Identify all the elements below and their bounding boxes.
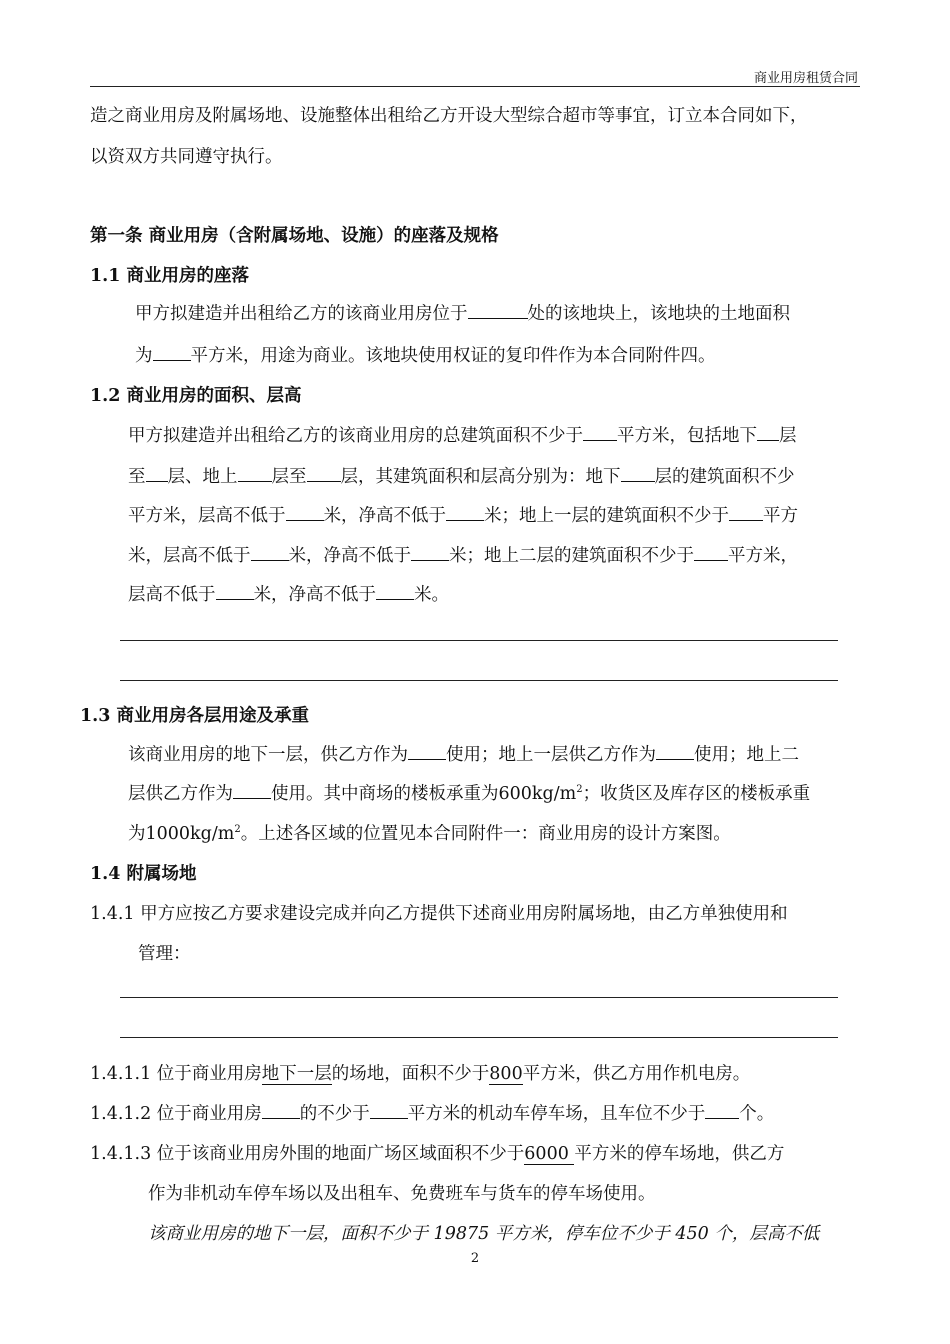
blank-rule	[120, 680, 838, 681]
page-header	[90, 64, 860, 87]
blank-field	[376, 582, 414, 601]
blank-field	[146, 464, 168, 483]
section-1-3-line-2: 层供乙方作为 使用。其中商场的楼板承重为$600kg/m^2$；收货区及库存区的楼板承重	[128, 780, 810, 805]
blank-field	[656, 742, 694, 761]
clause-1-4-1-3-line-1: 1.4.1.3 位于该商业用房外围的地面广场区域面积不少于6000 平方米的停车场地，供乙方	[90, 1144, 785, 1164]
italic-note: 该商业用房的地下一层，面积不少于 19875 平方米，停车位不少于 450 个，层高不低	[148, 1224, 820, 1244]
blank-field	[468, 301, 528, 320]
blank-field	[153, 343, 191, 362]
section-1-3-title: 1.3 商业用房各层用途及承重	[80, 706, 310, 726]
blank-field	[446, 503, 484, 522]
blank-field	[583, 423, 617, 442]
page-number: 2	[470, 1251, 480, 1266]
blank-field	[370, 1101, 408, 1120]
section-1-2-line-3: 平方米，层高不低于 米，净高不低于 米；地上一层的建筑面积不少于 平方	[128, 502, 798, 527]
blank-field	[286, 503, 324, 522]
blank-field	[233, 781, 271, 800]
clause-1-4-1-1: 1.4.1.1 位于商业用房地下一层的场地，面积不少于800平方米，供乙方用作机电房。	[90, 1064, 751, 1084]
article-1-title: 第一条 商业用房（含附属场地、设施）的座落及规格	[90, 226, 499, 246]
clause-1-4-1-2: 1.4.1.2 位于商业用房 的不少于 平方米的机动车停车场，且车位不少于 个。	[90, 1100, 774, 1125]
blank-rule	[120, 640, 838, 641]
intro-line-1: 造之商业用房及附属场地、设施整体出租给乙方开设大型综合超市等事宜，订立本合同如下，	[90, 106, 808, 126]
clause-1-4-1-line-2: 管理：	[138, 944, 191, 964]
clause-1-4-1-line-1: 1.4.1 甲方应按乙方要求建设完成并向乙方提供下述商业用房附属场地，由乙方单独使用和	[90, 904, 788, 924]
section-1-2-line-4: 米，层高不低于 米，净高不低于 米；地上二层的建筑面积不少于 平方米，	[128, 542, 798, 567]
section-1-2-line-5: 层高不低于 米，净高不低于 米。	[128, 581, 449, 606]
section-1-1-line-1: 甲方拟建造并出租给乙方的该商业用房位于 处的该地块上，该地块的土地面积	[135, 300, 790, 325]
blank-field	[705, 1101, 739, 1120]
header-title: 商业用房租赁合同	[753, 71, 858, 86]
blank-field	[411, 543, 449, 562]
clause-1-4-1-3-line-2: 作为非机动车停车场以及出租车、免费班车与货车的停车场使用。	[148, 1184, 656, 1204]
blank-field	[238, 464, 272, 483]
blank-field	[408, 742, 446, 761]
section-1-3-line-3: 为$1000kg/m^2$。上述各区域的位置见本合同附件一：商业用房的设计方案图。	[128, 824, 731, 844]
section-1-3-line-1: 该商业用房的地下一层，供乙方作为 使用；地上一层供乙方作为 使用；地上二	[128, 741, 799, 766]
section-1-1-title: 1.1 商业用房的座落	[90, 266, 250, 286]
blank-field	[621, 464, 655, 483]
blank-field	[262, 1101, 300, 1120]
blank-field	[694, 543, 728, 562]
blank-rule	[120, 1037, 838, 1038]
blank-field	[216, 582, 254, 601]
blank-field	[729, 503, 763, 522]
section-1-2-line-1: 甲方拟建造并出租给乙方的该商业用房的总建筑面积不少于 平方米，包括地下 层	[128, 422, 797, 447]
section-1-2-line-2: 至 层、地上 层至 层，其建筑面积和层高分别为：地下 层的建筑面积不少	[128, 463, 795, 488]
blank-field	[251, 543, 289, 562]
blank-field	[757, 423, 779, 442]
section-1-1-line-2: 为 平方米，用途为商业。该地块使用权证的复印件作为本合同附件四。	[135, 342, 716, 367]
section-1-4-title: 1.4 附属场地	[90, 864, 197, 884]
section-1-2-title: 1.2 商业用房的面积、层高	[90, 386, 302, 406]
blank-rule	[120, 997, 838, 998]
blank-field	[307, 464, 341, 483]
intro-line-2: 以资双方共同遵守执行。	[90, 147, 283, 167]
